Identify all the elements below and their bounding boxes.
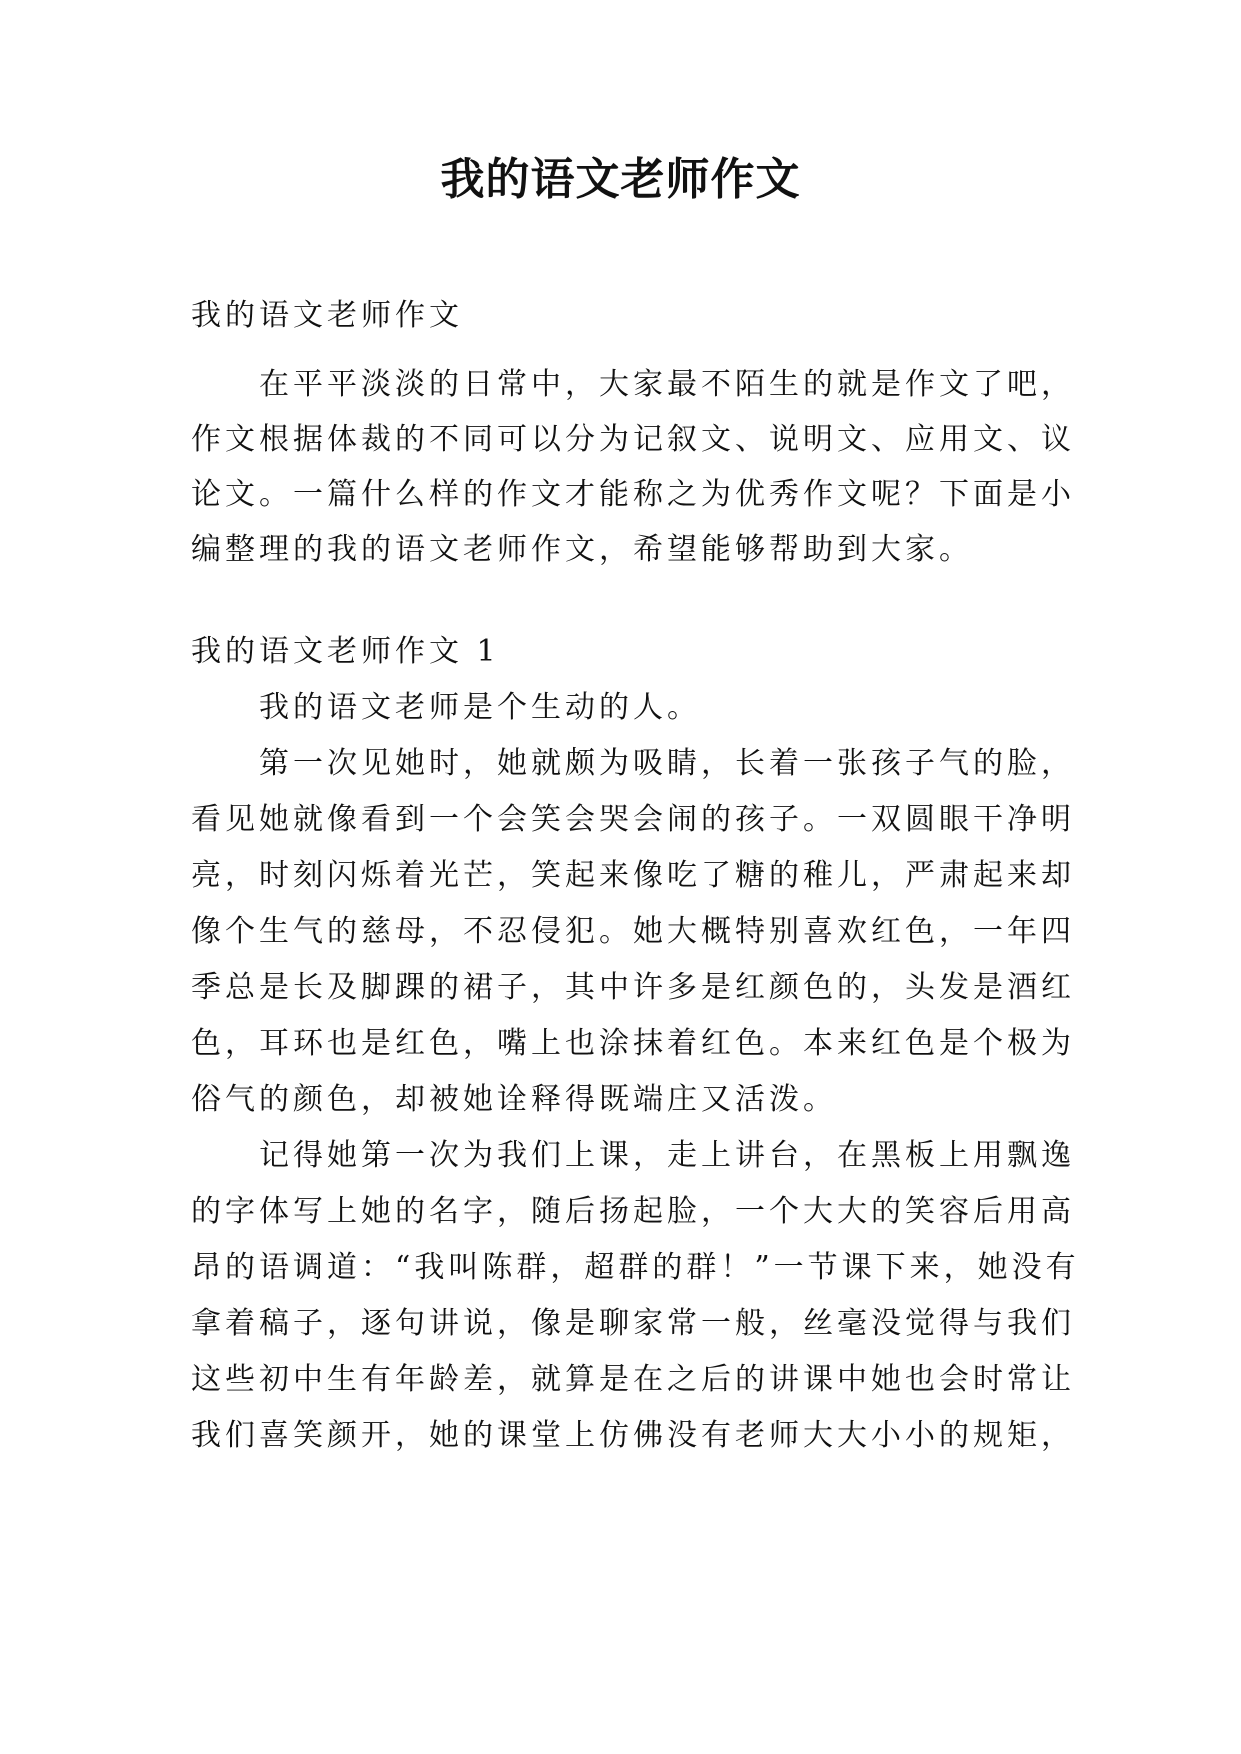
paragraph-line: 昂的语调道：“我叫陈群，超群的群！”一节课下来，她没有 bbox=[191, 1250, 1080, 1285]
paragraph-line: 的字体写上她的名字，随后扬起脸，一个大大的笑容后用高 bbox=[191, 1194, 1075, 1229]
section-heading: 我的语文老师作文 1 bbox=[191, 634, 500, 669]
intro-line: 论文。一篇什么样的作文才能称之为优秀作文呢？下面是小 bbox=[191, 477, 1075, 512]
paragraph-line: 拿着稿子，逐句讲说，像是聊家常一般，丝毫没觉得与我们 bbox=[191, 1306, 1075, 1341]
intro-line: 作文根据体裁的不同可以分为记叙文、说明文、应用文、议 bbox=[191, 422, 1075, 457]
paragraph-line: 我们喜笑颜开，她的课堂上仿佛没有老师大大小小的规矩， bbox=[191, 1418, 1075, 1453]
paragraph-line: 看见她就像看到一个会笑会哭会闹的孩子。一双圆眼干净明 bbox=[191, 802, 1075, 837]
document-subtitle: 我的语文老师作文 bbox=[191, 298, 463, 333]
paragraph-line: 我的语文老师是个生动的人。 bbox=[259, 690, 701, 725]
intro-line: 编整理的我的语文老师作文，希望能够帮助到大家。 bbox=[191, 532, 973, 567]
paragraph-line: 色，耳环也是红色，嘴上也涂抹着红色。本来红色是个极为 bbox=[191, 1026, 1075, 1061]
intro-line: 在平平淡淡的日常中，大家最不陌生的就是作文了吧， bbox=[259, 367, 1075, 402]
paragraph-line: 俗气的颜色，却被她诠释得既端庄又活泼。 bbox=[191, 1082, 837, 1117]
paragraph-line: 像个生气的慈母，不忍侵犯。她大概特别喜欢红色，一年四 bbox=[191, 914, 1075, 949]
paragraph-line: 季总是长及脚踝的裙子，其中许多是红颜色的，头发是酒红 bbox=[191, 970, 1075, 1005]
paragraph-line: 亮，时刻闪烁着光芒，笑起来像吃了糖的稚儿，严肃起来却 bbox=[191, 858, 1075, 893]
paragraph-line: 记得她第一次为我们上课，走上讲台，在黑板上用飘逸 bbox=[259, 1138, 1075, 1173]
paragraph-line: 这些初中生有年龄差，就算是在之后的讲课中她也会时常让 bbox=[191, 1362, 1075, 1397]
paragraph-line: 第一次见她时，她就颇为吸睛，长着一张孩子气的脸， bbox=[259, 746, 1075, 781]
document-title: 我的语文老师作文 bbox=[440, 154, 801, 205]
